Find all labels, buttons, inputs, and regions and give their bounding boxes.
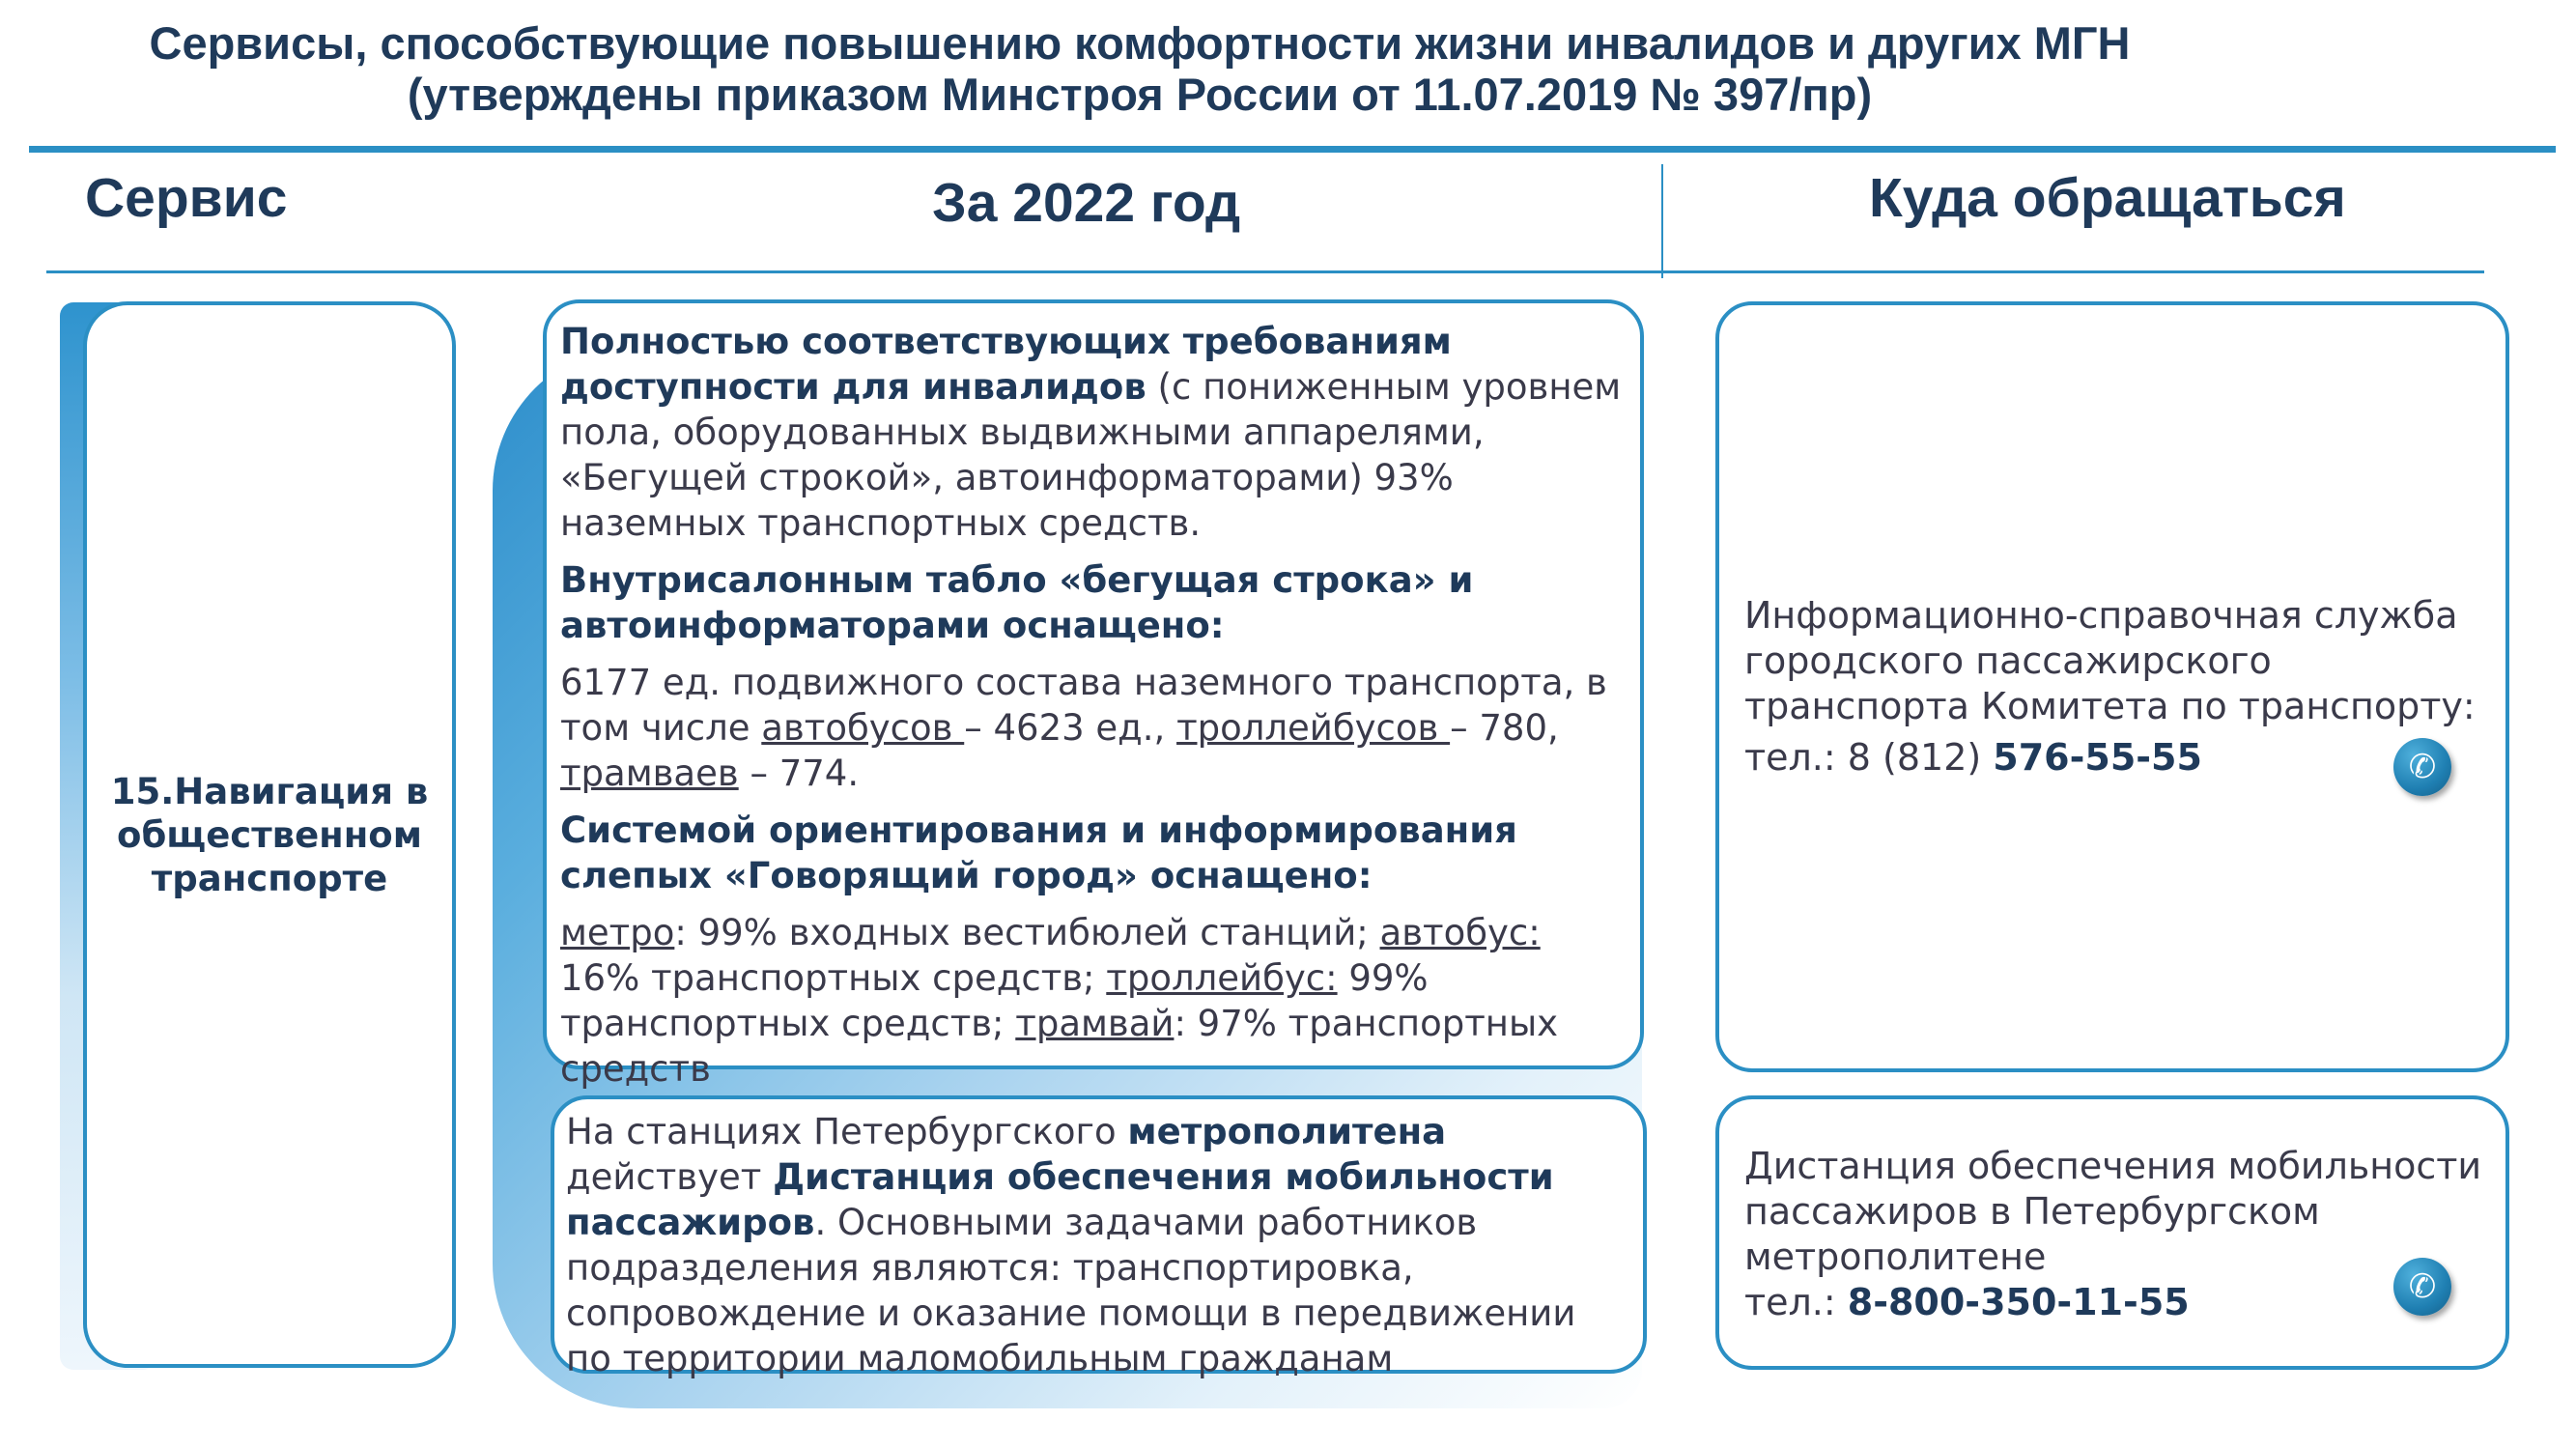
metro-bold: метрополитена [1127, 1111, 1447, 1152]
page-title [0, 17, 2279, 120]
service-name-line-2: общественном [117, 813, 422, 856]
contact-transport-phone [1744, 735, 2486, 781]
metro-text-3: . Основными задачами работников подразделения являются: транспортировка, сопровождение и оказание помощи в передвижении по территории маломобильным гражданам [566, 1202, 1576, 1379]
contact-card-transport [1715, 301, 2509, 1072]
trams-count: – 774. [738, 753, 860, 794]
buses-count: – 4623 ед., [964, 707, 1177, 749]
accessibility-heading: Полностью соответствующих требованиям доступности для инвалидов [560, 321, 1452, 408]
column-header-service: Сервис [85, 167, 288, 229]
metro-service-paragraph [566, 1109, 1631, 1381]
header-vertical-divider [1661, 164, 1663, 278]
bus-link[interactable]: автобус: [1379, 912, 1541, 953]
column-header-year: За 2022 год [932, 172, 1241, 234]
phone-number[interactable]: 8-800-350-11-55 [1847, 1281, 2190, 1323]
tram-coverage: : 97% транспортных средств [560, 1003, 1559, 1090]
service-name [105, 770, 434, 900]
phone-label: тел.: [1744, 1281, 1848, 1323]
mobility-service-bold: Дистанция обеспечения мобильности пассажиров [566, 1156, 1554, 1243]
tablo-heading-text: Внутрисалонным табло «бегущая строка» и автоинформаторами оснащено: [560, 559, 1474, 646]
phone-icon[interactable]: ✆ [2393, 738, 2451, 796]
talking-city-heading-text: Системой ориентирования и информирования слепых «Говорящий город» оснащено: [560, 810, 1517, 896]
fleet-paragraph [560, 660, 1623, 796]
phone-icon[interactable]: ✆ [2393, 1258, 2451, 1316]
trolleybuses-link[interactable]: троллейбусов [1176, 707, 1451, 749]
trams-link[interactable]: трамваев [560, 753, 739, 794]
service-name-line-3: транспорте [151, 857, 388, 899]
title-divider [29, 146, 2556, 153]
tram-link[interactable]: трамвай [1015, 1003, 1175, 1044]
metro-service-card [551, 1095, 1647, 1379]
contact-metro-text: Дистанция обеспечения мобильности пассажиров в Петербургском метрополитене [1744, 1145, 2482, 1278]
service-name-line-1: 15.Навигация в [110, 770, 429, 812]
contact-card-metro [1715, 1095, 2509, 1370]
accessibility-paragraph [560, 319, 1623, 546]
title-line-1: Сервисы, способствующие повышению комфортности жизни инвалидов и других МГН [149, 17, 2131, 69]
trolleybus-link[interactable]: троллейбус: [1106, 957, 1338, 999]
tablo-heading [560, 557, 1623, 648]
contact-transport-text: Информационно-справочная служба городского пассажирского транспорта Комитета по транспорту: [1744, 594, 2476, 727]
metro-text-1: На станциях Петербургского [566, 1111, 1128, 1152]
year-info-card [543, 299, 1644, 1090]
metro-link[interactable]: метро [560, 912, 675, 953]
buses-link[interactable]: автобусов [761, 707, 965, 749]
talking-city-heading [560, 808, 1623, 898]
column-header-where: Куда обращаться [1869, 167, 2346, 229]
service-card [83, 301, 456, 1368]
accessibility-text: (с пониженным уровнем пола, оборудованных выдвижными аппарелями, «Бегущей строкой», автоинформаторами) 93% наземных транспортных средств. [560, 366, 1622, 544]
fleet-text: 6177 ед. подвижного состава наземного транспорта, в том числе [560, 662, 1607, 749]
metro-coverage: : 99% входных вестибюлей станций; [674, 912, 1380, 953]
phone-number[interactable]: 576-55-55 [1993, 736, 2202, 779]
phone-label: тел.: 8 (812) [1744, 736, 1994, 779]
metro-text-2: действует [566, 1156, 774, 1198]
bus-coverage: 16% транспортных средств; [560, 957, 1107, 999]
header-divider [46, 270, 2484, 273]
title-line-2: (утверждены приказом Минстроя России от 11.07.2019 № 397/пр) [407, 69, 1873, 120]
talking-city-paragraph [560, 910, 1623, 1092]
contact-metro-phone [1744, 1280, 2486, 1325]
trolleybus-coverage: 99% транспортных средств; [560, 957, 1429, 1044]
trolleybuses-count: – 780, [1450, 707, 1559, 749]
